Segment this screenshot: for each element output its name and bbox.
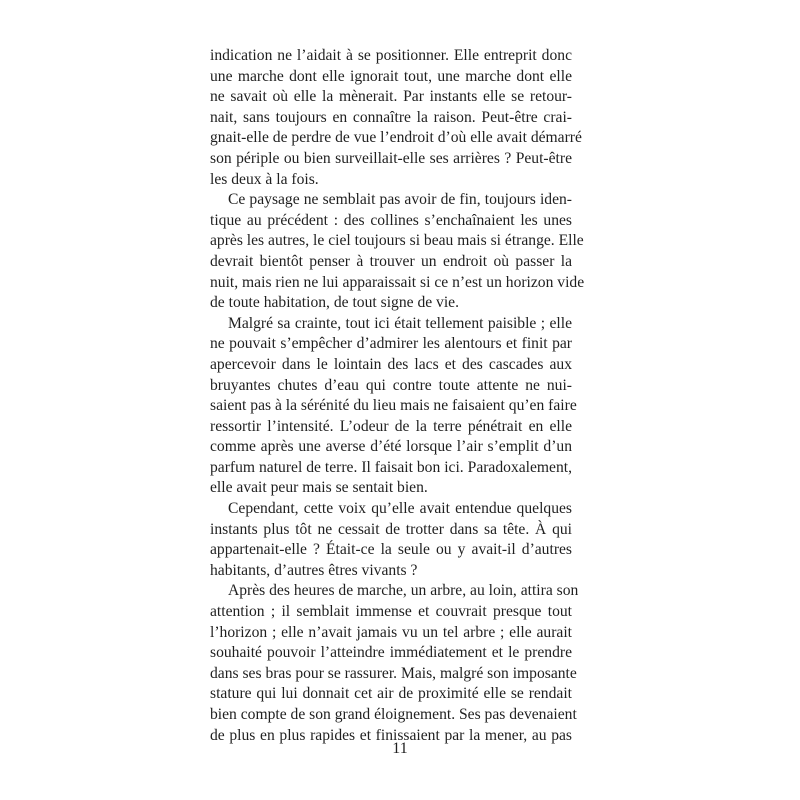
text-line: tique au précédent : des collines s’enchaînaient les unes	[210, 211, 572, 229]
text-line: parfum naturel de terre. Il faisait bon ici. Paradoxalement,	[210, 458, 572, 476]
paragraph-2	[210, 190, 585, 314]
text-line: nuit, mais rien ne lui apparaissait si ce n’est un horizon vide	[210, 273, 585, 291]
text-line: Après des heures de marche, un arbre, au loin, attira son	[228, 582, 579, 600]
text-line: de toute habitation, de tout signe de vie.	[210, 294, 460, 312]
paragraph-1	[210, 46, 582, 190]
text-line: nait, sans toujours en connaître la raison. Peut-être crai-	[210, 108, 572, 126]
text-line: Cependant, cette voix qu’elle avait entendue quelques	[228, 500, 572, 518]
text-line: stature qui lui donnait cet air de proximité elle se rendait	[210, 685, 572, 703]
text-line: devrait bientôt penser à trouver un endroit où passer la	[210, 252, 572, 270]
page-number: 11	[392, 740, 408, 757]
text-line: saient pas à la sérénité du lieu mais ne faisaient qu’en faire	[210, 397, 577, 415]
paragraph-3	[210, 314, 577, 499]
text-line: ne pouvait s’empêcher d’admirer les alentours et finit par	[210, 335, 572, 353]
text-line: bien compte de son grand éloignement. Ses pas devenaient	[210, 706, 577, 723]
text-line: Malgré sa crainte, tout ici était tellement paisible ; elle	[228, 314, 572, 332]
text-line: les deux à la fois.	[210, 170, 319, 188]
text-line: de plus en plus rapides et finissaient par la mener, au pas	[210, 726, 572, 744]
text-line: appartenait-elle ? Était-ce la seule ou y avait-il d’autres	[210, 541, 572, 559]
text-line: elle avait peur mais se sentait bien.	[210, 479, 428, 497]
text-line: habitants, d’autres êtres vivants ?	[210, 561, 418, 579]
text-line: Ce paysage ne semblait pas avoir de fin, toujours iden-	[228, 191, 572, 209]
paragraph-4	[210, 499, 572, 581]
text-line: l’horizon ; elle n’avait jamais vu un tel arbre ; elle aurait	[210, 623, 572, 641]
text-line: souhaité pouvoir l’atteindre immédiatement et le prendre	[210, 644, 572, 662]
text-line: ressortir l’intensité. L’odeur de la terre pénétrait en elle	[210, 417, 572, 435]
text-line: attention ; il semblait immense et couvrait presque tout	[210, 603, 572, 621]
text-line: son périple ou bien surveillait-elle ses arrières ? Peut-être	[210, 149, 572, 167]
text-line: après les autres, le ciel toujours si beau mais si étrange. Elle	[210, 232, 584, 250]
text-line: comme après une averse d’été lorsque l’air s’emplit d’un	[210, 438, 572, 456]
paragraph-5	[210, 581, 579, 746]
text-line: dans ses bras pour se rassurer. Mais, malgré son imposante	[210, 664, 577, 682]
text-line: bruyantes chutes d’eau qui contre toute attente ne nui-	[210, 376, 572, 394]
text-line: une marche dont elle ignorait tout, une marche dont elle	[210, 67, 572, 85]
text-line: gnait-elle de perdre de vue l’endroit d’où elle avait démarré	[210, 129, 582, 147]
text-line: indication ne l’aidait à se positionner. Elle entreprit donc	[210, 47, 572, 64]
text-line: apercevoir dans le lointain des lacs et des cascades aux	[210, 355, 572, 373]
body-text	[210, 46, 585, 746]
text-line: instants plus tôt ne cessait de trotter dans sa tête. À qui	[210, 520, 572, 538]
text-line: ne savait où elle la mènerait. Par instants elle se retour-	[210, 88, 572, 106]
